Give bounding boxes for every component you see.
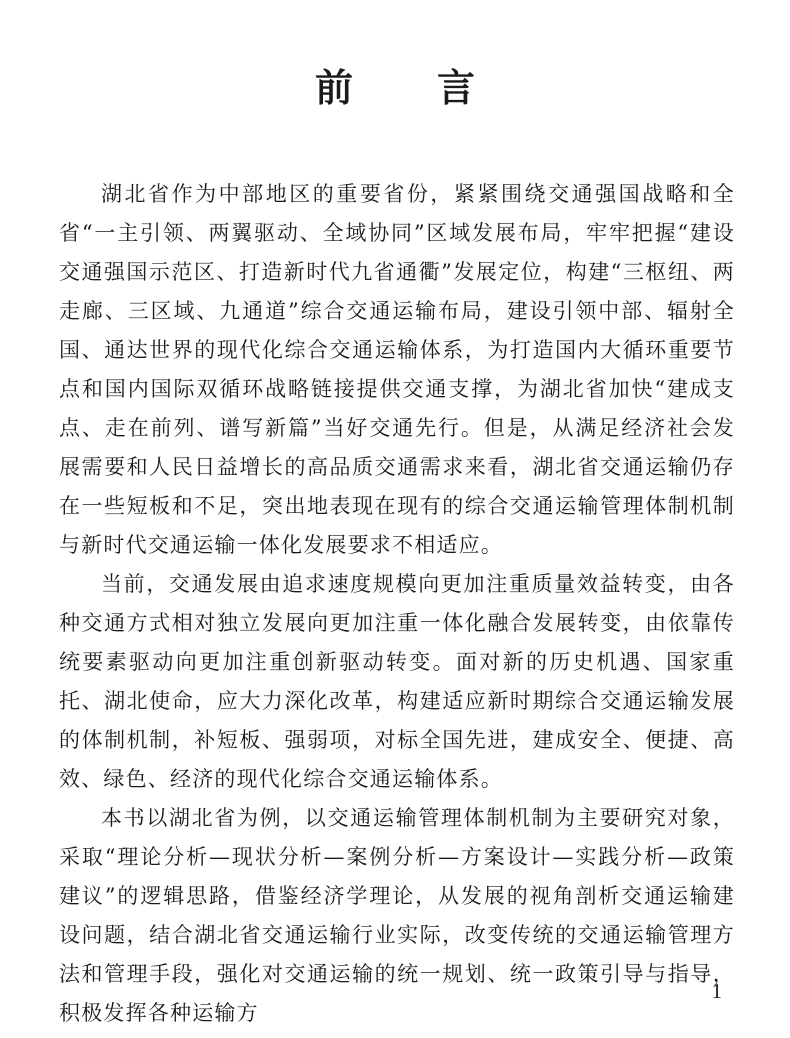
title-char-1: 前 bbox=[314, 65, 353, 110]
page-number: 1 bbox=[711, 979, 722, 1003]
paragraph-1: 湖北省作为中部地区的重要省份，紧紧围绕交通强国战略和全省“一主引领、两翼驱动、全域协同”区域发展布局，牢牢把握“建设交通强国示范区、打造新时代九省通衢”发展定位，构建“三枢纽、两走廊、三区域、九通道”综合交通运输布局，建设引领中部、辐射全国、通达世界的现代化综合交通运输体系，为打造国内大循环重要节点和国内国际双循环战略链接提供交通支撑，为湖北省加快“建成支点、走在前列、谱写新篇”当好交通先行。但是，从满足经济社会发展需要和人民日益增长的高品质交通需求来看，湖北省交通运输仍存在一些短板和不足，突出地表现在现有的综合交通运输管理体制机制与新时代交通运输一体化发展要求不相适应。 bbox=[59, 182, 735, 557]
preface-body bbox=[59, 175, 735, 1033]
paragraph-2: 当前，交通发展由追求速度规模向更加注重质量效益转变，由各种交通方式相对独立发展向更加注重一体化融合发展转变，由依靠传统要素驱动向更加注重创新驱动转变。面对新的历史机遇、国家重托、湖北使命，应大力深化改革，构建适应新时期综合交通运输发展的体制机制，补短板、强弱项，对标全国先进，建成安全、便捷、高效、绿色、经济的现代化综合交通运输体系。 bbox=[59, 572, 735, 791]
page-title bbox=[0, 62, 790, 114]
paragraph-3: 本书以湖北省为例，以交通运输管理体制机制为主要研究对象，采取“理论分析—现状分析—案例分析—方案设计—实践分析—政策建议”的逻辑思路，借鉴经济学理论，从发展的视角剖析交通运输建设问题，结合湖北省交通运输行业实际，改变传统的交通运输管理方法和管理手段，强化对交通运输的统一规划、统一政策引导与指导，积极发挥各种运输方 bbox=[59, 806, 735, 1025]
title-char-2: 言 bbox=[437, 65, 476, 110]
